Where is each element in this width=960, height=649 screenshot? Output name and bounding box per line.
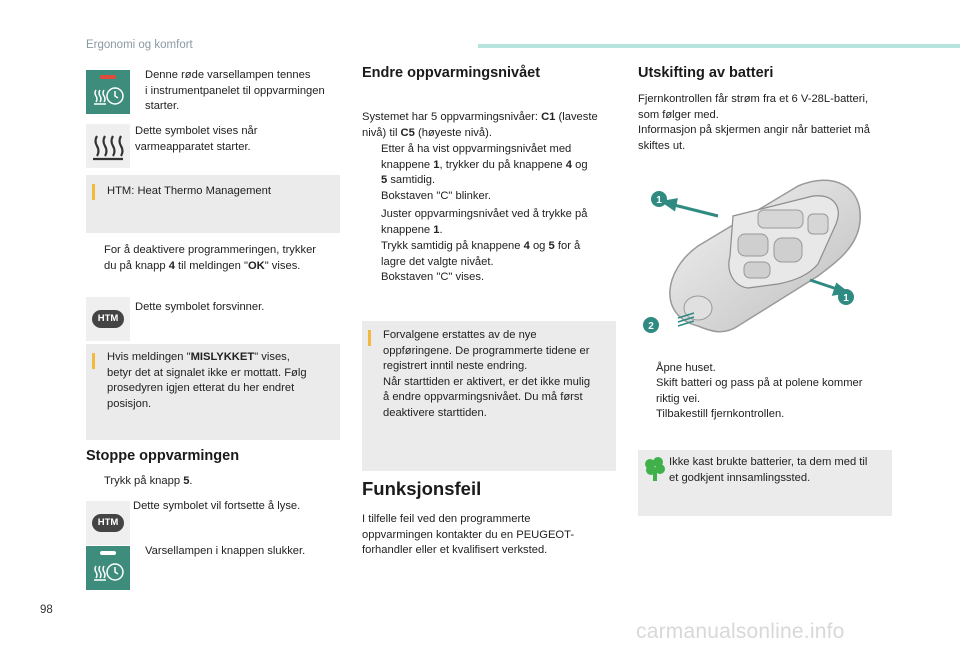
- text-line: Informasjon på skjermen angir når batteriet må: [638, 124, 870, 136]
- text-line: oppvarmingen kontakter du en PEUGEOT-: [362, 528, 575, 541]
- text-span: og: [571, 158, 588, 171]
- note-failed: [86, 344, 340, 440]
- heater-lamp-off-icon: [86, 546, 130, 590]
- remote-control-illustration: [638, 176, 878, 346]
- text-span: .: [189, 475, 193, 487]
- text-line: Dette symbolet vises når: [135, 125, 258, 137]
- text-symbol-disappears: Dette symbolet forsvinner.: [135, 301, 265, 313]
- text-lamp-off: Varsellampen i knappen slukker.: [145, 545, 306, 557]
- tree-icon: [644, 456, 666, 482]
- heater-warning-lamp-icon: [86, 70, 130, 114]
- text-line: deaktivere starttiden.: [383, 406, 487, 419]
- note-recycle: [638, 450, 892, 516]
- text-span: .: [439, 223, 443, 236]
- text-reset-remote: Tilbakestill fjernkontrollen.: [656, 408, 785, 420]
- text-span: Trykk samtidig på knappene: [381, 240, 524, 252]
- text-line: [362, 126, 598, 142]
- text-span: 4: [168, 260, 175, 272]
- text-open-case: Åpne huset.: [656, 362, 716, 374]
- text-line: riktig vei.: [656, 392, 701, 405]
- text-levels: [362, 110, 598, 141]
- text-span: , trykker du på knappene: [439, 158, 566, 171]
- note-marker: [92, 353, 95, 369]
- text-line: [107, 350, 307, 366]
- watermark: carmanualsonline.info: [636, 620, 845, 643]
- text-span: 4: [523, 240, 530, 252]
- heater-symbol-icon: [86, 124, 130, 168]
- text-line: betyr det at signalet ikke er mottatt. Følg: [107, 366, 307, 379]
- text-line: [362, 110, 598, 126]
- text-line: For å deaktivere programmeringen, trykker: [104, 244, 317, 256]
- text-battery: [638, 92, 870, 154]
- htm-badge-icon: [86, 501, 130, 545]
- text-line: Fjernkontrollen får strøm fra et 6 V-28L-batteri,: [638, 93, 869, 105]
- text-line: [381, 239, 580, 255]
- text-span: (høyeste nivå).: [414, 126, 492, 139]
- text-line: Etter å ha vist oppvarmingsnivået med: [381, 143, 572, 155]
- text-span: og: [529, 240, 549, 252]
- heading-stop-heating: Stoppe oppvarmingen: [86, 448, 240, 464]
- text-line: forhandler eller et kvalifisert verksted.: [362, 544, 548, 556]
- text-line: Ikke kast brukte batterier, ta dem med til: [669, 456, 868, 468]
- text-line: oppføringene. De programmerte tidene er: [383, 344, 590, 357]
- note-text: [383, 328, 590, 421]
- htm-badge-icon: [86, 297, 130, 341]
- text-span: nivå) til: [362, 126, 401, 139]
- text-symbol-stays: Dette symbolet vil fortsette å lyse.: [133, 500, 301, 512]
- text-line: å endre oppvarmingsnivået. Du må først: [383, 391, 583, 403]
- text-line: posisjon.: [107, 397, 152, 410]
- text-span: for å: [554, 240, 581, 252]
- text-span: C5: [400, 126, 415, 139]
- text-span: " vises.: [264, 260, 301, 272]
- text-line: Bokstaven "C" vises.: [381, 271, 485, 283]
- text-line: [381, 158, 588, 174]
- callout-2-label: 2: [648, 321, 654, 332]
- text-line: starter.: [145, 100, 180, 112]
- text-span: 5: [381, 174, 388, 186]
- note-presets: [362, 321, 616, 471]
- note-marker: [368, 330, 371, 346]
- section-bar: [478, 44, 960, 48]
- section-title: Ergonomi og komfort: [86, 39, 193, 51]
- text-line: som følger med.: [638, 108, 719, 121]
- text-line: [381, 173, 588, 189]
- htm-label: HTM: [92, 514, 124, 532]
- text-span: (laveste: [555, 111, 598, 123]
- note-text: [107, 350, 307, 412]
- page-number: 98: [40, 604, 53, 616]
- heading-malfunction: Funksjonsfeil: [362, 478, 482, 499]
- text-line: skiftes ut.: [638, 139, 686, 152]
- note-marker: [92, 184, 95, 200]
- text-malfunction: [362, 512, 574, 559]
- note-text: HTM: Heat Thermo Management: [107, 185, 271, 197]
- callout-1b-label: 1: [843, 293, 849, 304]
- text-span: OK: [247, 260, 265, 272]
- text-step1: [381, 142, 588, 204]
- text-step2: [381, 207, 587, 238]
- callout-1a-label: 1: [656, 195, 662, 206]
- text-span: Trykk på knapp: [104, 475, 184, 487]
- text-step3: [381, 239, 580, 286]
- heading-change-level: Endre oppvarmingsnivået: [362, 65, 541, 81]
- text-line: et godkjent innsamlingssted.: [669, 471, 811, 484]
- text-line: Bokstaven "C" blinker.: [381, 189, 491, 202]
- text-line: Skift batteri og pass på at polene kommer: [656, 377, 863, 389]
- text-span: 4: [565, 158, 572, 171]
- text-line: Juster oppvarmingsnivået ved å trykke på: [381, 208, 588, 220]
- text-span: samtidig.: [387, 174, 436, 186]
- text-span: til meldingen ": [174, 260, 248, 272]
- text-span: 1: [433, 223, 440, 236]
- text-span: MISLYKKET: [190, 351, 255, 363]
- text-span: Systemet har 5 oppvarmingsnivåer:: [362, 111, 542, 123]
- text-press-5: [104, 474, 193, 490]
- text-line: lagre det valgte nivået.: [381, 255, 494, 268]
- note-text: [669, 455, 867, 486]
- text-span: C1: [541, 111, 556, 123]
- heading-battery: Utskifting av batteri: [638, 65, 774, 81]
- text-heater-symbol: [135, 124, 258, 155]
- text-line: I tilfelle feil ved den programmerte: [362, 513, 531, 525]
- text-line: registrert inntil neste endring.: [383, 360, 528, 372]
- text-line: [381, 223, 587, 239]
- text-span: knappene: [381, 158, 434, 171]
- text-span: 5: [183, 475, 190, 487]
- text-deactivate-2: [104, 259, 300, 275]
- text-warning-lamp: [145, 68, 325, 115]
- text-deactivate: [104, 243, 316, 259]
- text-span: " vises,: [254, 351, 290, 363]
- text-line: varmeapparatet starter.: [135, 140, 251, 153]
- note-htm: [86, 175, 340, 233]
- text-line: Denne røde varsellampen tennes: [145, 69, 311, 81]
- text-line: Når starttiden er aktivert, er det ikke mulig: [383, 375, 591, 388]
- text-span: Hvis meldingen ": [107, 351, 191, 363]
- text-span: 1: [433, 158, 440, 171]
- text-span: knappene: [381, 223, 434, 236]
- text-span: du på knapp: [104, 260, 169, 272]
- htm-label: HTM: [92, 310, 124, 328]
- text-line: Forvalgene erstattes av de nye: [383, 329, 537, 341]
- text-line: prosedyren igjen etterat du her endret: [107, 382, 295, 394]
- text-replace-battery: [656, 376, 862, 407]
- text-line: i instrumentpanelet til oppvarmingen: [145, 84, 325, 97]
- text-span: 5: [548, 240, 555, 252]
